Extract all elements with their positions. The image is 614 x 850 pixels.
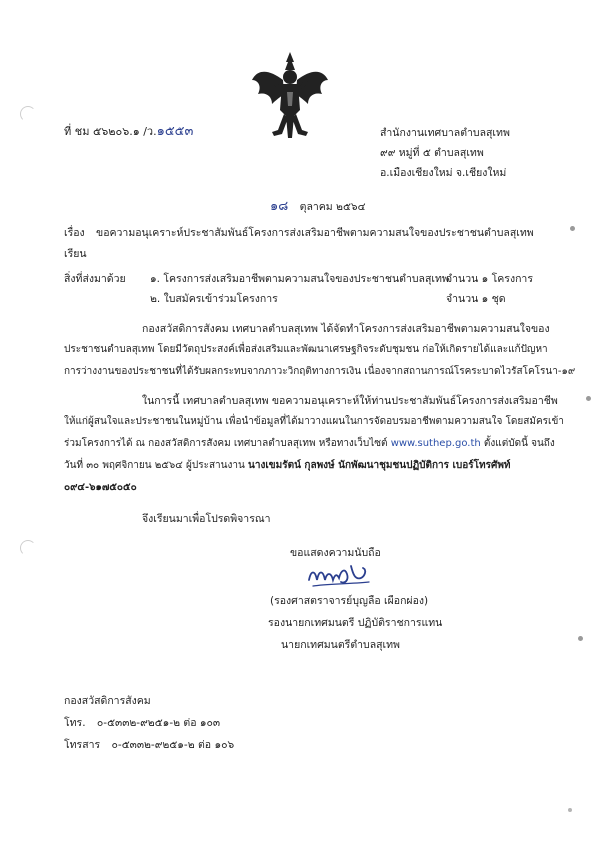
paragraph-2-line-4 xyxy=(64,458,511,473)
letter-date xyxy=(270,195,366,216)
date-month-year: ตุลาคม ๒๕๖๔ xyxy=(299,201,366,213)
paragraph-1-line-1: กองสวัสดิการสังคม เทศบาลตำบลสุเทพ ได้จัดทำโครงการส่งเสริมอาชีพตามความสนใจของ xyxy=(142,323,550,335)
scan-speck xyxy=(578,636,583,641)
signer-name: (รองศาสตราจารย์บุญลือ เผือกผ่อง) xyxy=(270,595,429,607)
scan-speck xyxy=(570,226,575,231)
paragraph-1-line-2: ประชาชนตำบลสุเทพ โดยมีวัตถุประสงค์เพื่อส่งเสริมและพัฒนาเศรษฐกิจระดับชุมชน ก่อให้เกิดรายได้และแก้ปัญหา xyxy=(64,344,548,355)
sender-address-line-1: ๙๙ หมู่ที่ ๕ ตำบลสุเทพ xyxy=(380,147,484,159)
paragraph-2-deadline: วันที่ ๓๐ พฤศจิกายน ๒๕๖๔ ผู้ประสานงาน xyxy=(64,460,245,471)
paragraph-2-line-2: ให้แก่ผู้สนใจและประชาชนในหมู่บ้าน เพื่อนำข้อมูลที่ได้มาวางแผนในการจัดอบรมอาชีพตามความสนใจ โดยสมัครเข้า xyxy=(64,416,564,427)
garuda-emblem xyxy=(250,50,330,142)
sender-address-line-2: อ.เมืองเชียงใหม่ จ.เชียงใหม่ xyxy=(380,167,507,179)
phone-line xyxy=(64,714,220,731)
scan-speck xyxy=(568,808,572,812)
closing-request: จึงเรียนมาเพื่อโปรดพิจารณา xyxy=(142,513,271,525)
enclosure-item-2-quantity: จำนวน ๑ ชุด xyxy=(446,293,506,305)
paragraph-1-line-3: การว่างงานของประชาชนที่ได้รับผลกระทบจากภาวะวิกฤติทางการเงิน เนื่องจากสถานการณ์โรคระบาดไวรัสโคโรนา-๑๙ xyxy=(64,366,576,377)
sender-office: สำนักงานเทศบาลตำบลสุเทพ xyxy=(380,127,510,139)
fax-label: โทรสาร xyxy=(64,739,101,751)
scan-speck xyxy=(586,396,591,401)
paragraph-2-line-3-text: ร่วมโครงการได้ ณ กองสวัสดิการสังคม เทศบาลตำบลสุเทพ หรือทางเว็บไซต์ xyxy=(64,438,388,449)
enclosure-item-1-quantity: จำนวน ๑ โครงการ xyxy=(446,273,533,285)
coordinator-phone: ๐๙๔-๖๑๗๕๐๕๐ xyxy=(64,482,137,493)
phone-value: ๐-๕๓๓๒-๙๒๕๑-๒ ต่อ ๑๐๓ xyxy=(96,717,221,729)
signature-text: ม.ร.ร xyxy=(305,560,308,561)
paragraph-2-line-3-tail: ตั้งแต่บัดนี้ จนถึง xyxy=(483,438,555,449)
subject-label: เรื่อง xyxy=(64,227,85,239)
salutation: เรียน xyxy=(64,248,87,260)
department-name: กองสวัสดิการสังคม xyxy=(64,695,151,707)
phone-label: โทร. xyxy=(64,717,86,729)
fax-value: ๐-๕๓๓๒-๙๒๕๑-๒ ต่อ ๑๐๖ xyxy=(111,739,235,751)
website-link[interactable]: www.suthep.go.th xyxy=(390,438,481,449)
reference-prefix: ที่ ชม ๕๖๒๐๖.๑ /ว. xyxy=(64,125,157,138)
signer-position-1: รองนายกเทศมนตรี ปฏิบัติราชการแทน xyxy=(268,617,443,629)
scan-speck xyxy=(20,540,36,556)
subject-line xyxy=(64,224,534,241)
subject-text: ขอความอนุเคราะห์ประชาสัมพันธ์โครงการส่งเสริมอาชีพตามความสนใจของประชาชนตำบลสุเทพ xyxy=(96,227,534,239)
enclosures-label: สิ่งที่ส่งมาด้วย xyxy=(64,273,126,285)
paragraph-2-line-1: ในการนี้ เทศบาลตำบลสุเทพ ขอความอนุเคราะห์ให้ท่านประชาสัมพันธ์โครงการส่งเสริมอาชีพ xyxy=(142,395,558,407)
enclosure-item-2: ๒. ใบสมัครเข้าร่วมโครงการ xyxy=(150,293,278,305)
signer-position-2: นายกเทศมนตรีตำบลสุเทพ xyxy=(281,639,400,651)
scan-speck xyxy=(20,106,36,122)
reference-handwritten-number: ๑๕๕๓ xyxy=(156,124,194,139)
closing-regards: ขอแสดงความนับถือ xyxy=(290,547,381,559)
fax-line xyxy=(64,736,234,753)
coordinator-contact: นางเขมรัตน์ กุลพงษ์ นักพัฒนาชุมชนปฏิบัติการ เบอร์โทรศัพท์ xyxy=(248,460,511,471)
enclosure-item-1: ๑. โครงการส่งเสริมอาชีพตามความสนใจของประชาชนตำบลสุเทพ xyxy=(150,273,449,285)
date-day-handwritten: ๑๘ xyxy=(270,199,289,214)
handwritten-signature xyxy=(305,560,375,590)
reference-number xyxy=(64,120,193,141)
paragraph-2-line-3 xyxy=(64,436,555,451)
